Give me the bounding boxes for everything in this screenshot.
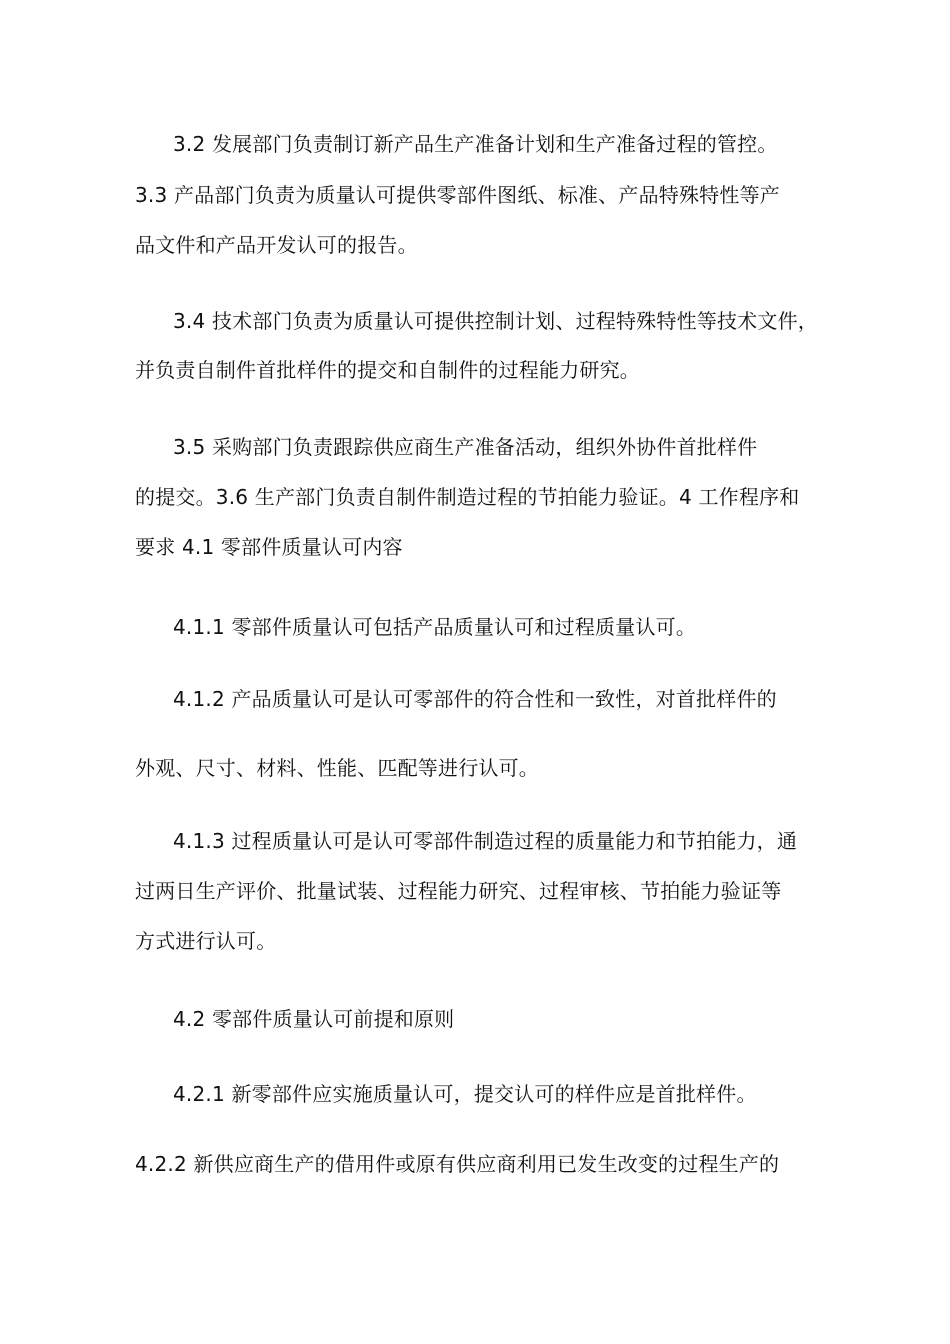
text-line: 3.2 发展部门负责制订新产品生产准备计划和生产准备过程的管控。 [173, 132, 778, 156]
text-line: 3.5 采购部门负责跟踪供应商生产准备活动，组织外协件首批样件 [173, 435, 758, 459]
text-line: 的提交。3.6 生产部门负责自制件制造过程的节拍能力验证。4 工作程序和 [135, 485, 800, 509]
text-line: 4.1.2 产品质量认可是认可零部件的符合性和一致性，对首批样件的 [173, 687, 777, 711]
text-line: 品文件和产品开发认可的报告。 [135, 233, 418, 257]
text-line: 4.1.3 过程质量认可是认可零部件制造过程的质量能力和节拍能力，通 [173, 829, 798, 853]
text-line: 要求 4.1 零部件质量认可内容 [135, 535, 403, 559]
text-line: 4.2 零部件质量认可前提和原则 [173, 1007, 455, 1031]
text-line: 过两日生产评价、批量试装、过程能力研究、过程审核、节拍能力验证等 [135, 879, 782, 903]
text-line: 3.3 产品部门负责为质量认可提供零部件图纸、标准、产品特殊特性等产 [135, 183, 780, 207]
text-line: 4.2.1 新零部件应实施质量认可，提交认可的样件应是首批样件。 [173, 1082, 757, 1106]
text-line: 3.4 技术部门负责为质量认可提供控制计划、过程特殊特性等技术文件， [173, 309, 818, 333]
text-line: 4.1.1 零部件质量认可包括产品质量认可和过程质量认可。 [173, 615, 697, 639]
text-line: 方式进行认可。 [135, 929, 277, 953]
text-line: 并负责自制件首批样件的提交和自制件的过程能力研究。 [135, 358, 640, 382]
text-line: 4.2.2 新供应商生产的借用件或原有供应商利用已发生改变的过程生产的 [135, 1152, 780, 1176]
text-line: 外观、尺寸、材料、性能、匹配等进行认可。 [135, 756, 539, 780]
